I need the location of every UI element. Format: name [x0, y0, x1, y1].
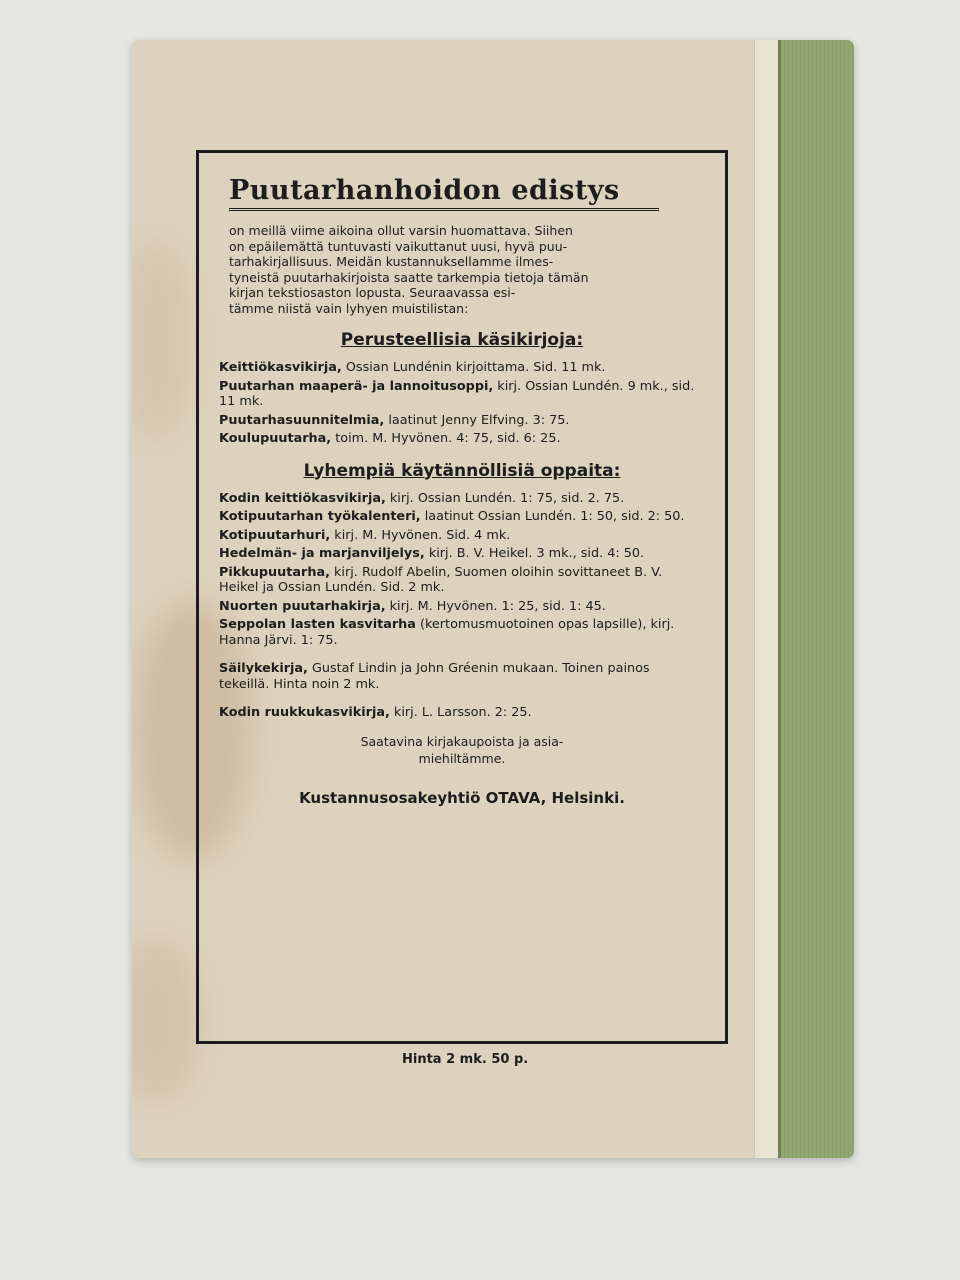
- availability-line: Saatavina kirjakaupoista ja asia-: [360, 733, 564, 749]
- book-details: laatinut Ossian Lundén. 1: 50, sid. 2: 50.: [420, 509, 685, 524]
- book-entry: [219, 617, 697, 648]
- book-details: kirj. Rudolf Abelin, Suomen oloihin sovittaneet B. V. Heikel ja Ossian Lundén. Sid. 2 mk.: [219, 564, 663, 595]
- book-title: Hedelmän- ja marjanviljelys,: [219, 546, 425, 561]
- intro-line: kirjan tekstiosaston lopusta. Seuraavassa esi-: [229, 285, 516, 300]
- book-details: (kertomusmuotoinen opas lapsille), kirj. Hanna Järvi. 1: 75.: [219, 617, 675, 648]
- spacer: [219, 695, 697, 705]
- book-entry: [219, 509, 697, 525]
- book-title: Nuorten puutarhakirja,: [219, 598, 386, 614]
- book-entry: [219, 599, 697, 615]
- book-entry: [219, 360, 697, 376]
- section-heading: Lyhempiä käytännöllisiä oppaita:: [303, 460, 621, 481]
- availability-line: miehiltämme.: [418, 750, 506, 766]
- book-entry: [219, 565, 697, 596]
- availability-note: [199, 733, 725, 767]
- book-details: Ossian Lundénin kirjoittama. Sid. 11 mk.: [341, 360, 606, 375]
- book-title: Kotipuutarhuri,: [219, 527, 331, 543]
- intro-line: tyneistä puutarhakirjoista saatte tarkempia tietoja tämän: [229, 269, 589, 285]
- book-details: toim. M. Hyvönen. 4: 75, sid. 6: 25.: [331, 431, 561, 446]
- price-label: Hinta 2 mk. 50 p.: [402, 1052, 529, 1067]
- book-title: Koulupuutarha,: [219, 431, 332, 446]
- book-details: kirj. B. V. Heikel. 3 mk., sid. 4: 50.: [424, 546, 645, 561]
- book-details: kirj. Ossian Lundén. 1: 75, sid. 2. 75.: [385, 490, 625, 506]
- intro-line: tarhakirjallisuus. Meidän kustannuksellamme ilmes-: [229, 254, 554, 269]
- book-details: kirj. M. Hyvönen. Sid. 4 mk.: [330, 527, 511, 543]
- book-title: Puutarhan maaperä- ja lannoitusoppi,: [219, 378, 494, 394]
- advertisement-frame: [196, 150, 728, 1044]
- book-title: Pikkupuutarha,: [219, 564, 330, 580]
- book-entry: [219, 661, 697, 692]
- book-entry: [219, 528, 697, 544]
- extra-book-list: [219, 661, 697, 721]
- book-details: kirj. M. Hyvönen. 1: 25, sid. 1: 45.: [385, 598, 606, 614]
- book-entry: [219, 491, 697, 507]
- book-list: [219, 360, 697, 447]
- book-details: Gustaf Lindin ja John Gréenin mukaan. Toinen painos tekeillä. Hinta noin 2 mk.: [219, 661, 650, 692]
- book-back-cover: [132, 40, 854, 1158]
- cloth-spine: [778, 40, 854, 1158]
- book-title: Seppolan lasten kasvitarha: [219, 617, 416, 632]
- book-list: [219, 491, 697, 649]
- section-heading: Perusteellisia käsikirjoja:: [340, 330, 584, 350]
- book-title: Kodin ruukkukasvikirja,: [219, 705, 390, 720]
- book-details: kirj. L. Larsson. 2: 25.: [389, 705, 532, 720]
- book-details: laatinut Jenny Elfving. 3: 75.: [384, 412, 570, 428]
- spacer: [199, 651, 725, 661]
- book-entry: [219, 705, 697, 721]
- book-entry: [219, 379, 697, 410]
- book-entry: [219, 431, 697, 447]
- publisher-line: Kustannusosakeyhtiö OTAVA, Helsinki.: [299, 788, 625, 807]
- book-title: Puutarhasuunnitelmia,: [219, 412, 385, 428]
- intro-line: on epäilemättä tuntuvasti vaikuttanut uusi, hyvä puu-: [229, 238, 568, 254]
- intro-line: tämme niistä vain lyhyen muistilistan:: [229, 300, 469, 316]
- book-title: Kodin keittiökasvikirja,: [219, 490, 386, 506]
- book-entry: [219, 413, 697, 429]
- paper-stain: [132, 940, 202, 1100]
- book-title: Keittiökasvikirja,: [219, 360, 342, 375]
- book-entry: [219, 546, 697, 562]
- intro-line: on meillä viime aikoina ollut varsin huomattava. Siihen: [229, 223, 573, 238]
- book-title: Säilykekirja,: [219, 661, 308, 676]
- ad-intro: [229, 223, 697, 316]
- paper-stain: [132, 240, 192, 440]
- book-details: kirj. Ossian Lundén. 9 mk., sid. 11 mk.: [219, 378, 695, 409]
- cover-spine-edge: [754, 40, 779, 1158]
- book-title: Kotipuutarhan työkalenteri,: [219, 509, 421, 524]
- ad-title: Puutarhanhoidon edistys: [229, 175, 659, 211]
